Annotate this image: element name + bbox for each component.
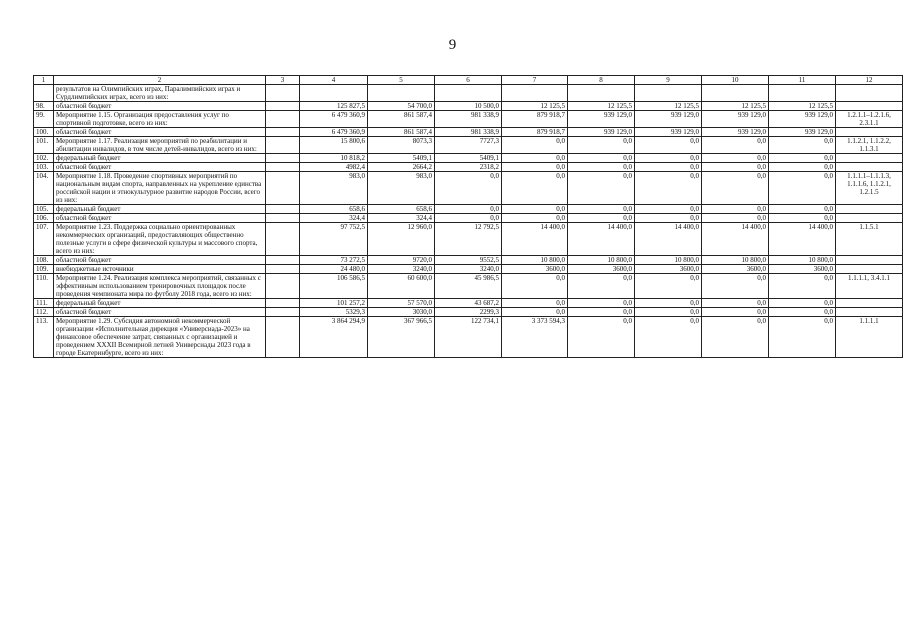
table-row [34,111,903,128]
target-ref-cell: 1.1.1.1–1.1.1.3, 1.1.1.6, 1.1.2.1, 1.2.1.5 [836,172,903,205]
table-row [34,274,903,299]
target-ref-cell [836,205,903,214]
amount-cell: 0,0 [702,308,769,317]
amount-cell: 12 125,5 [702,102,769,111]
row-number-cell: 113. [34,317,54,358]
amount-cell: 0,0 [702,205,769,214]
amount-cell: 861 587,4 [368,111,435,128]
amount-cell: 3600,0 [635,265,702,274]
amount-cell: 0,0 [502,205,568,214]
amount-cell: 97 752,5 [300,223,368,256]
amount-cell: 0,0 [769,137,836,154]
amount-cell: 2318,2 [435,163,502,172]
column-number-row [34,76,903,85]
table-row [34,317,903,358]
item-name-cell: Мероприятие 1.29. Субсидия автономной некоммерческой организации «Исполнительная дирекция «Универсиада-2023» на финансовое обеспечение затрат, связанных с организацией и проведением XXXII Всемирной летней Универсиады 2023 года в городе Екатеринбурге, всего из них: [54,317,266,358]
amount-cell: 0,0 [568,137,635,154]
amount-cell: 24 480,0 [300,265,368,274]
table-row [34,154,903,163]
item-name-cell: Мероприятие 1.17. Реализация мероприятий по реабилитации и абилитации инвалидов, в том числе детей-инвалидов, всего из них: [54,137,266,154]
row-number-cell: 106. [34,214,54,223]
amount-cell: 12 125,5 [568,102,635,111]
amount-cell: 3 373 594,3 [502,317,568,358]
amount-cell: 0,0 [769,163,836,172]
column-3-cell [266,163,300,172]
amount-cell: 0,0 [635,172,702,205]
amount-cell: 0,0 [769,317,836,358]
table-row [34,163,903,172]
amount-cell: 0,0 [502,163,568,172]
column-3-cell [266,205,300,214]
target-ref-cell [836,163,903,172]
amount-cell: 5409,1 [435,154,502,163]
amount-cell: 0,0 [502,274,568,299]
amount-cell: 5409,1 [368,154,435,163]
amount-cell: 879 918,7 [502,111,568,128]
row-number-cell: 105. [34,205,54,214]
amount-cell: 3600,0 [769,265,836,274]
amount-cell: 60 600,0 [368,274,435,299]
column-number-header: 8 [568,76,635,85]
amount-cell: 0,0 [635,274,702,299]
amount-cell: 0,0 [568,308,635,317]
table-row [34,223,903,256]
amount-cell: 0,0 [702,299,769,308]
column-number-header: 4 [300,76,368,85]
amount-cell: 0,0 [635,214,702,223]
amount-cell: 3600,0 [502,265,568,274]
column-3-cell [266,308,300,317]
amount-cell: 0,0 [769,214,836,223]
amount-cell: 0,0 [635,154,702,163]
column-number-header: 9 [635,76,702,85]
amount-cell: 125 827,5 [300,102,368,111]
amount-cell: 7727,3 [435,137,502,154]
amount-cell: 2664,2 [368,163,435,172]
amount-cell: 0,0 [702,274,769,299]
column-3-cell [266,111,300,128]
amount-cell: 0,0 [435,172,502,205]
target-ref-cell: 1.1.5.1 [836,223,903,256]
amount-cell: 14 400,0 [702,223,769,256]
amount-cell: 14 400,0 [769,223,836,256]
amount-cell: 10 800,0 [702,256,769,265]
amount-cell: 10 800,0 [502,256,568,265]
amount-cell [568,85,635,102]
amount-cell: 658,6 [300,205,368,214]
column-number-header: 6 [435,76,502,85]
amount-cell: 879 918,7 [502,128,568,137]
column-number-header: 7 [502,76,568,85]
target-ref-cell [836,128,903,137]
amount-cell: 0,0 [635,308,702,317]
table-row [34,102,903,111]
column-3-cell [266,128,300,137]
row-number-cell: 109. [34,265,54,274]
table-row [34,85,903,102]
amount-cell: 0,0 [568,317,635,358]
amount-cell [300,85,368,102]
amount-cell: 939 129,0 [568,128,635,137]
item-name-cell: областной бюджет [54,128,266,137]
amount-cell: 3600,0 [568,265,635,274]
amount-cell [635,85,702,102]
amount-cell: 0,0 [502,154,568,163]
budget-table [33,75,903,358]
column-3-cell [266,274,300,299]
amount-cell: 57 570,0 [368,299,435,308]
item-name-cell: федеральный бюджет [54,299,266,308]
column-3-cell [266,317,300,358]
target-ref-cell [836,102,903,111]
amount-cell: 6 479 360,9 [300,111,368,128]
amount-cell: 939 129,0 [769,128,836,137]
amount-cell: 0,0 [635,205,702,214]
target-ref-cell: 1.1.1.1, 3.4.1.1 [836,274,903,299]
amount-cell: 9552,5 [435,256,502,265]
amount-cell: 101 257,2 [300,299,368,308]
amount-cell: 3 864 294,9 [300,317,368,358]
amount-cell: 45 986,5 [435,274,502,299]
amount-cell: 122 734,1 [435,317,502,358]
amount-cell: 10 800,0 [769,256,836,265]
table-row [34,172,903,205]
table-row [34,205,903,214]
amount-cell: 981 338,9 [435,128,502,137]
item-name-cell: областной бюджет [54,256,266,265]
amount-cell: 939 129,0 [769,111,836,128]
row-number-cell: 104. [34,172,54,205]
row-number-cell: 103. [34,163,54,172]
column-3-cell [266,85,300,102]
table-row [34,128,903,137]
target-ref-cell: 1.1.1.1 [836,317,903,358]
amount-cell: 939 129,0 [568,111,635,128]
row-number-cell: 107. [34,223,54,256]
target-ref-cell [836,85,903,102]
amount-cell [769,85,836,102]
table-row [34,299,903,308]
amount-cell: 0,0 [702,163,769,172]
row-number-cell [34,85,54,102]
column-number-header: 3 [266,76,300,85]
amount-cell: 2299,3 [435,308,502,317]
table-body [34,85,903,358]
item-name-cell: областной бюджет [54,214,266,223]
item-name-cell: областной бюджет [54,102,266,111]
amount-cell: 10 800,0 [568,256,635,265]
page-number: 9 [448,37,457,53]
amount-cell: 54 700,0 [368,102,435,111]
amount-cell: 324,4 [368,214,435,223]
row-number-cell: 101. [34,137,54,154]
item-name-cell: результатов на Олимпийских играх, Паралимпийских играх и Сурдлимпийских играх, всего из них: [54,85,266,102]
amount-cell: 0,0 [502,308,568,317]
table-row [34,308,903,317]
amount-cell: 0,0 [435,214,502,223]
column-3-cell [266,223,300,256]
amount-cell: 43 687,2 [435,299,502,308]
column-3-cell [266,102,300,111]
amount-cell: 3240,0 [368,265,435,274]
target-ref-cell: 1.1.2.1, 1.1.2.2, 1.1.3.1 [836,137,903,154]
amount-cell: 4982,4 [300,163,368,172]
amount-cell: 939 129,0 [635,111,702,128]
amount-cell: 0,0 [635,163,702,172]
amount-cell: 939 129,0 [635,128,702,137]
column-3-cell [266,154,300,163]
row-number-cell: 98. [34,102,54,111]
amount-cell: 0,0 [568,214,635,223]
amount-cell: 939 129,0 [702,128,769,137]
amount-cell: 324,4 [300,214,368,223]
target-ref-cell [836,299,903,308]
amount-cell: 73 272,5 [300,256,368,265]
amount-cell: 12 125,5 [635,102,702,111]
amount-cell: 0,0 [568,172,635,205]
amount-cell: 15 800,6 [300,137,368,154]
amount-cell: 0,0 [702,317,769,358]
amount-cell: 3600,0 [702,265,769,274]
amount-cell: 0,0 [702,137,769,154]
amount-cell: 0,0 [769,172,836,205]
amount-cell: 0,0 [568,299,635,308]
amount-cell: 0,0 [635,137,702,154]
target-ref-cell [836,214,903,223]
amount-cell: 8073,3 [368,137,435,154]
amount-cell: 14 400,0 [635,223,702,256]
item-name-cell: Мероприятие 1.18. Проведение спортивных мероприятий по национальным видам спорта, направленных на укрепление единства российской нации и этнокультурное развитие народов России, всего из них: [54,172,266,205]
amount-cell: 0,0 [568,163,635,172]
amount-cell: 983,0 [368,172,435,205]
amount-cell: 367 966,5 [368,317,435,358]
amount-cell [702,85,769,102]
amount-cell: 0,0 [502,214,568,223]
column-3-cell [266,265,300,274]
amount-cell: 0,0 [502,137,568,154]
amount-cell: 3030,0 [368,308,435,317]
row-number-cell: 108. [34,256,54,265]
amount-cell: 0,0 [702,154,769,163]
amount-cell: 6 479 360,9 [300,128,368,137]
column-3-cell [266,172,300,205]
amount-cell: 0,0 [568,205,635,214]
amount-cell: 983,0 [300,172,368,205]
amount-cell: 0,0 [769,299,836,308]
row-number-cell: 112. [34,308,54,317]
table-row [34,214,903,223]
amount-cell: 12 125,5 [502,102,568,111]
target-ref-cell [836,256,903,265]
amount-cell: 106 586,5 [300,274,368,299]
target-ref-cell [836,154,903,163]
amount-cell: 9720,0 [368,256,435,265]
amount-cell: 14 400,0 [502,223,568,256]
item-name-cell: областной бюджет [54,163,266,172]
amount-cell: 0,0 [769,308,836,317]
column-number-header: 11 [769,76,836,85]
item-name-cell: Мероприятие 1.15. Организация предоставления услуг по спортивной подготовке, всего из них: [54,111,266,128]
amount-cell: 10 500,0 [435,102,502,111]
amount-cell: 3240,0 [435,265,502,274]
row-number-cell: 110. [34,274,54,299]
row-number-cell: 100. [34,128,54,137]
item-name-cell: федеральный бюджет [54,205,266,214]
amount-cell: 0,0 [435,205,502,214]
amount-cell: 10 800,0 [635,256,702,265]
amount-cell: 0,0 [635,317,702,358]
column-3-cell [266,214,300,223]
amount-cell: 0,0 [769,274,836,299]
amount-cell: 0,0 [702,214,769,223]
column-3-cell [266,256,300,265]
amount-cell: 0,0 [568,274,635,299]
amount-cell [368,85,435,102]
row-number-cell: 99. [34,111,54,128]
column-3-cell [266,299,300,308]
item-name-cell: Мероприятие 1.23. Поддержка социально ориентированных некоммерческих организаций, предоставляющих общественно полезные услуги в сфере физической культуры и массового спорта, всего из них: [54,223,266,256]
amount-cell: 981 338,9 [435,111,502,128]
amount-cell: 5329,3 [300,308,368,317]
column-number-header: 2 [54,76,266,85]
amount-cell: 0,0 [702,172,769,205]
row-number-cell: 111. [34,299,54,308]
column-3-cell [266,137,300,154]
amount-cell: 939 129,0 [702,111,769,128]
amount-cell: 0,0 [502,299,568,308]
amount-cell: 14 400,0 [568,223,635,256]
amount-cell [435,85,502,102]
item-name-cell: федеральный бюджет [54,154,266,163]
item-name-cell: областной бюджет [54,308,266,317]
amount-cell: 861 587,4 [368,128,435,137]
table-row [34,256,903,265]
target-ref-cell [836,265,903,274]
item-name-cell: Мероприятие 1.24. Реализация комплекса мероприятий, связанных с эффективным использованием тренировочных площадок после проведения чемпионата мира по футболу 2018 года, всего из них: [54,274,266,299]
amount-cell: 0,0 [769,154,836,163]
target-ref-cell [836,308,903,317]
amount-cell: 0,0 [635,299,702,308]
amount-cell [502,85,568,102]
amount-cell: 0,0 [502,172,568,205]
amount-cell: 12 792,5 [435,223,502,256]
amount-cell: 12 960,0 [368,223,435,256]
amount-cell: 658,6 [368,205,435,214]
column-number-header: 12 [836,76,903,85]
table-row [34,137,903,154]
amount-cell: 12 125,5 [769,102,836,111]
column-number-header: 1 [34,76,54,85]
amount-cell: 0,0 [568,154,635,163]
target-ref-cell: 1.2.1.1–1.2.1.6, 2.3.1.1 [836,111,903,128]
amount-cell: 0,0 [769,205,836,214]
table-row [34,265,903,274]
column-number-header: 5 [368,76,435,85]
item-name-cell: внебюджетные источники [54,265,266,274]
amount-cell: 10 818,2 [300,154,368,163]
column-number-header: 10 [702,76,769,85]
row-number-cell: 102. [34,154,54,163]
